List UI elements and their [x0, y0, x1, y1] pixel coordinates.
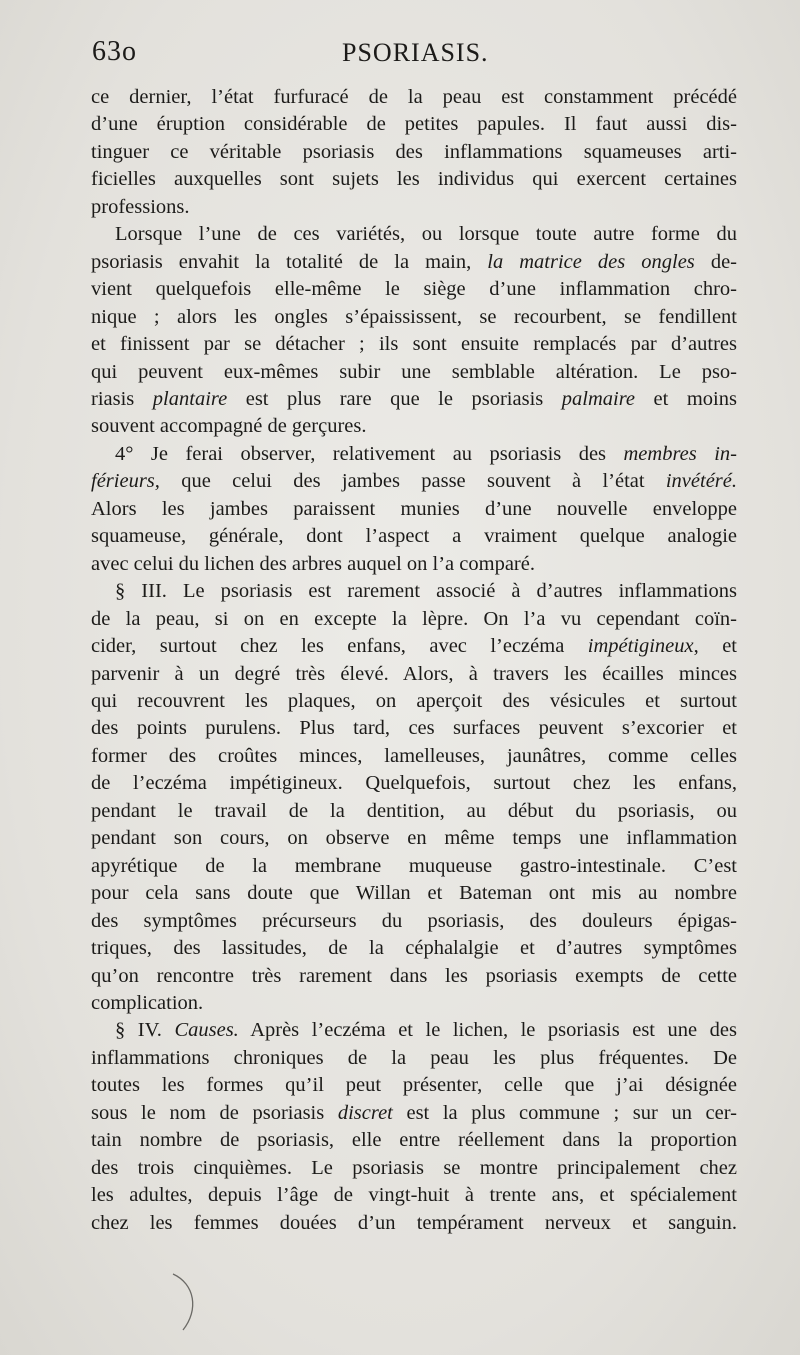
text-line: férieurs, que celui des jambes passe souvent à l’état invétéré. — [91, 470, 737, 493]
text-line: complication. — [91, 991, 204, 1014]
text-line: qui recouvrent les plaques, on aperçoit des vésicules et surtout — [91, 689, 737, 712]
text-line: sous le nom de psoriasis discret est la plus commune ; sur un cer- — [91, 1101, 737, 1124]
text-line: vient quelquefois elle-même le siège d’une inflammation chro- — [91, 278, 737, 301]
text-line: des points purulens. Plus tard, ces surfaces peuvent s’excorier et — [91, 717, 737, 740]
body-text — [91, 84, 737, 1237]
text-line: psoriasis envahit la totalité de la main, la matrice des ongles de- — [91, 250, 738, 273]
text-line: triques, des lassitudes, de la céphalalgie et d’autres symptômes — [91, 937, 737, 960]
text-line: 4° Je ferai observer, relativement au psoriasis des membres in- — [115, 442, 737, 465]
text-line: former des croûtes minces, lamelleuses, jaunâtres, comme celles — [91, 744, 737, 767]
text-line: de l’eczéma impétigineux. Quelquefois, surtout chez les enfans, — [91, 772, 737, 795]
text-line: pendant le travail de la dentition, au début du psoriasis, ou — [91, 799, 737, 822]
text-line: toutes les formes qu’il peut présenter, celle que j’ai désignée — [91, 1074, 737, 1097]
text-line: riasis plantaire est plus rare que le psoriasis palmaire et moins — [91, 387, 737, 410]
text-line: pendant son cours, on observe en même temps une inflammation — [91, 827, 737, 850]
text-line: professions. — [91, 195, 190, 218]
text-line: Lorsque l’une de ces variétés, ou lorsque toute autre forme du — [115, 223, 737, 246]
text-line: des symptômes précurseurs du psoriasis, des douleurs épigas- — [91, 909, 737, 932]
text-line: les adultes, depuis l’âge de vingt-huit à trente ans, et spécialement — [91, 1184, 737, 1207]
text-line: ficielles auxquelles sont sujets les individus qui exercent certaines — [91, 168, 737, 191]
text-line: chez les femmes douées d’un tempérament nerveux et sanguin. — [91, 1211, 737, 1234]
page-number: 63o — [92, 36, 137, 67]
text-line: et finissent par se détacher ; ils sont ensuite remplacés par d’autres — [91, 333, 737, 356]
text-line: inflammations chroniques de la peau les plus fréquentes. De — [91, 1046, 737, 1069]
text-line: Alors les jambes paraissent munies d’une nouvelle enveloppe — [91, 497, 737, 520]
text-line: d’une éruption considérable de petites papules. Il faut aussi dis- — [91, 113, 737, 136]
text-line: pour cela sans doute que Willan et Bateman ont mis au nombre — [91, 882, 737, 905]
text-line: souvent accompagné de gerçures. — [91, 415, 367, 438]
text-line: qui peuvent eux-mêmes subir une semblable altération. Le pso- — [91, 360, 737, 383]
text-line: de la peau, si on en excepte la lèpre. On l’a vu cependant coïn- — [91, 607, 737, 630]
page-header — [92, 36, 732, 72]
text-line: tinguer ce véritable psoriasis des inflammations squameuses arti- — [91, 140, 737, 163]
text-line: des trois cinquièmes. Le psoriasis se montre principalement chez — [91, 1156, 737, 1179]
text-line: qu’on rencontre très rarement dans les psoriasis exempts de cette — [91, 964, 737, 987]
text-line: apyrétique de la membrane muqueuse gastro-intestinale. C’est — [91, 854, 737, 877]
text-line: squameuse, générale, dont l’aspect a vraiment quelque analogie — [91, 525, 737, 548]
text-line: § IV. Causes. Après l’eczéma et le lichen, le psoriasis est une des — [115, 1019, 737, 1042]
text-line: tain nombre de psoriasis, elle entre réellement dans la proportion — [91, 1129, 737, 1152]
pencil-mark-icon — [165, 1270, 205, 1340]
text-line: parvenir à un degré très élevé. Alors, à travers les écailles minces — [91, 662, 737, 685]
text-line: nique ; alors les ongles s’épaississent, se recourbent, se fendillent — [91, 305, 737, 328]
text-line: cider, surtout chez les enfans, avec l’eczéma impétigineux, et — [91, 635, 737, 658]
text-line: § III. Le psoriasis est rarement associé à d’autres inflammations — [115, 580, 737, 603]
text-line: ce dernier, l’état furfuracé de la peau est constamment précédé — [91, 86, 737, 108]
running-title: PSORIASIS. — [342, 38, 489, 67]
text-line: avec celui du lichen des arbres auquel on l’a comparé. — [91, 552, 535, 575]
